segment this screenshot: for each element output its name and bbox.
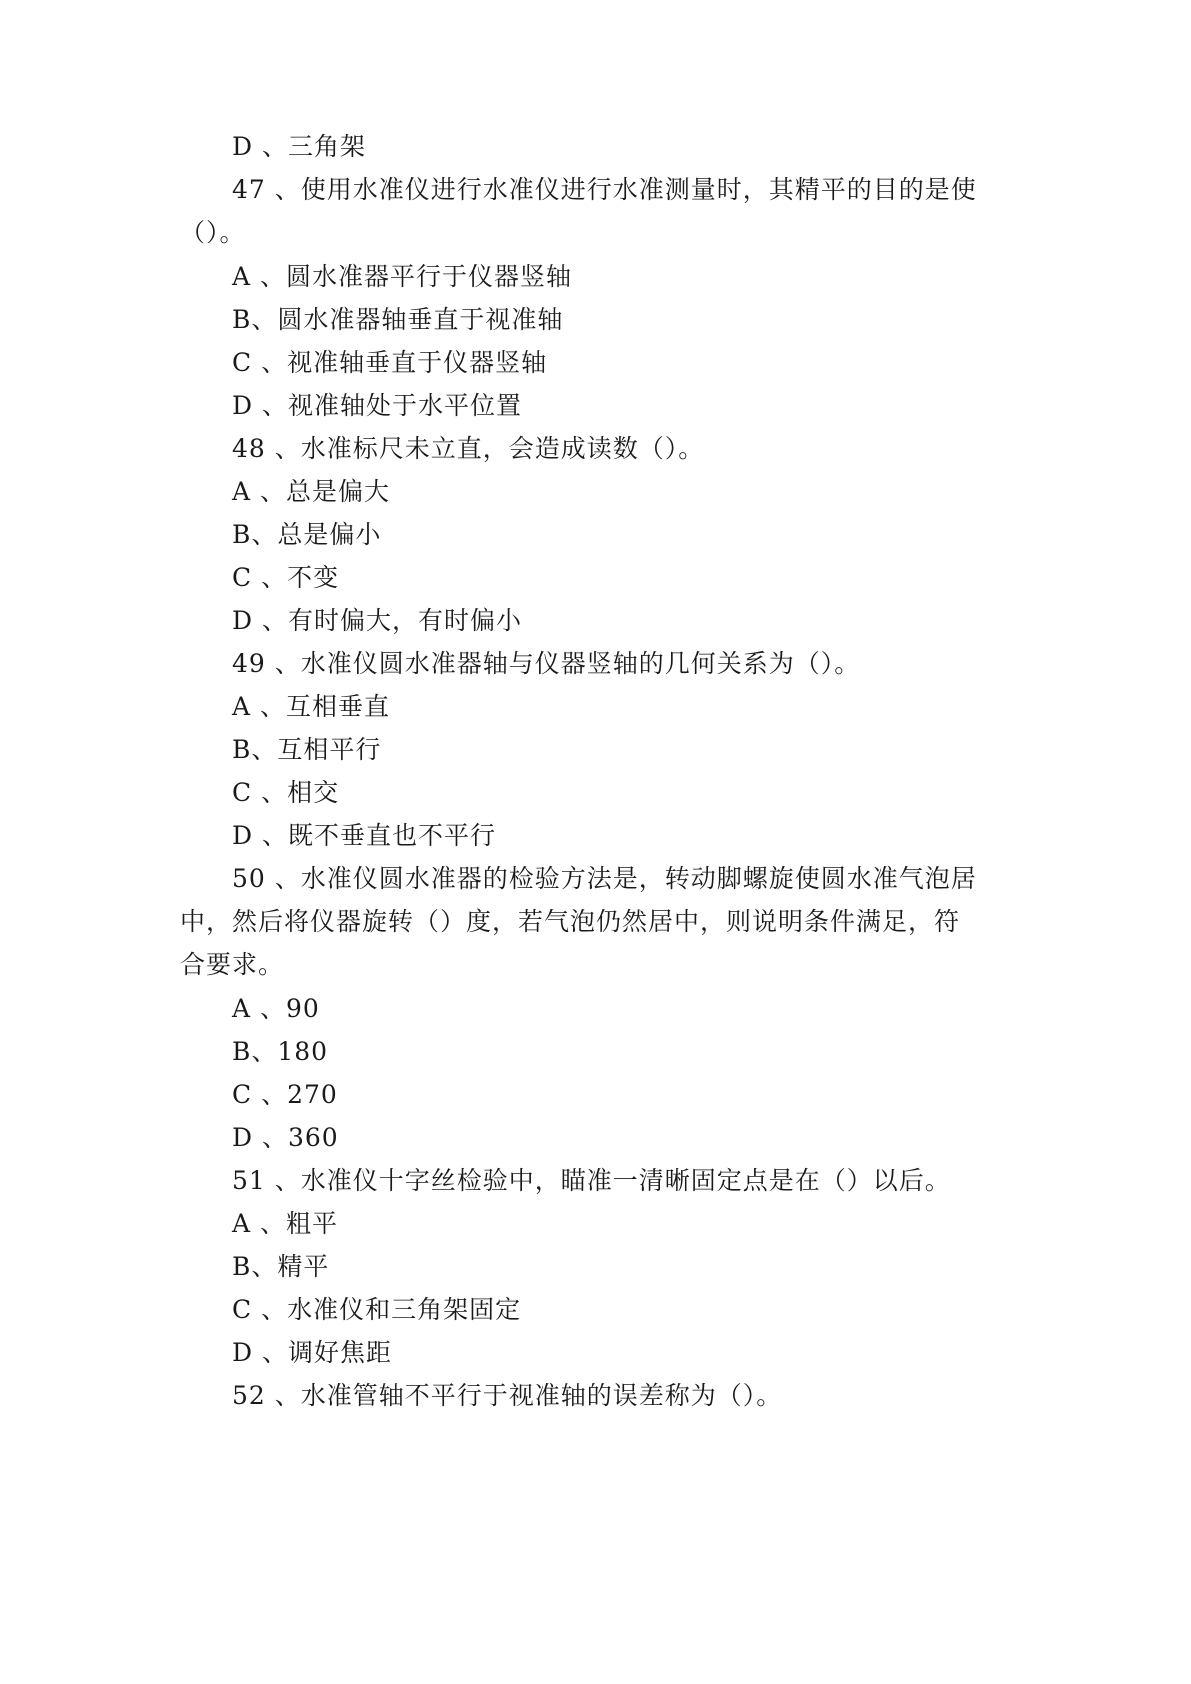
option-line: C 、不变 [232,563,340,592]
option-line: C 、270 [232,1080,338,1109]
option-line: D 、调好焦距 [232,1338,392,1367]
question-continuation: 合要求。 [180,950,285,979]
question-line: 48 、水准标尺未立直，会造成读数（）。 [232,434,705,463]
option-line: D 、视准轴处于水平位置 [232,391,522,420]
option-line: A 、互相垂直 [232,692,391,721]
question-line: 51 、水准仪十字丝检验中，瞄准一清晰固定点是在（）以后。 [232,1166,951,1195]
option-line: D 、三角架 [232,132,366,161]
question-line: 52 、水准管轴不平行于视准轴的误差称为（）。 [232,1381,783,1410]
option-line: C 、水准仪和三角架固定 [232,1295,522,1324]
option-line: D 、360 [232,1123,339,1152]
option-line: C 、相交 [232,778,340,807]
option-line: B、总是偏小 [232,520,382,549]
option-line: B、精平 [232,1252,330,1281]
option-line: B、圆水准器轴垂直于视准轴 [232,305,564,334]
option-line: B、180 [232,1037,329,1066]
option-line: A 、90 [232,994,320,1023]
question-line: 49 、水准仪圆水准器轴与仪器竖轴的几何关系为（）。 [232,649,861,678]
option-line: B、互相平行 [232,735,382,764]
question-line: 47 、使用水准仪进行水准仪进行水准测量时，其精平的目的是使 [232,175,977,204]
option-line: D 、既不垂直也不平行 [232,821,496,850]
option-line: D 、有时偏大，有时偏小 [232,606,522,635]
question-line: 50 、水准仪圆水准器的检验方法是，转动脚螺旋使圆水准气泡居 [232,864,977,893]
option-line: A 、总是偏大 [232,477,391,506]
question-continuation: （）。 [180,218,246,247]
option-line: A 、粗平 [232,1209,339,1238]
question-continuation: 中，然后将仪器旋转（）度，若气泡仍然居中，则说明条件满足，符 [180,907,961,936]
option-line: A 、圆水准器平行于仪器竖轴 [232,262,573,291]
option-line: C 、视准轴垂直于仪器竖轴 [232,348,548,377]
